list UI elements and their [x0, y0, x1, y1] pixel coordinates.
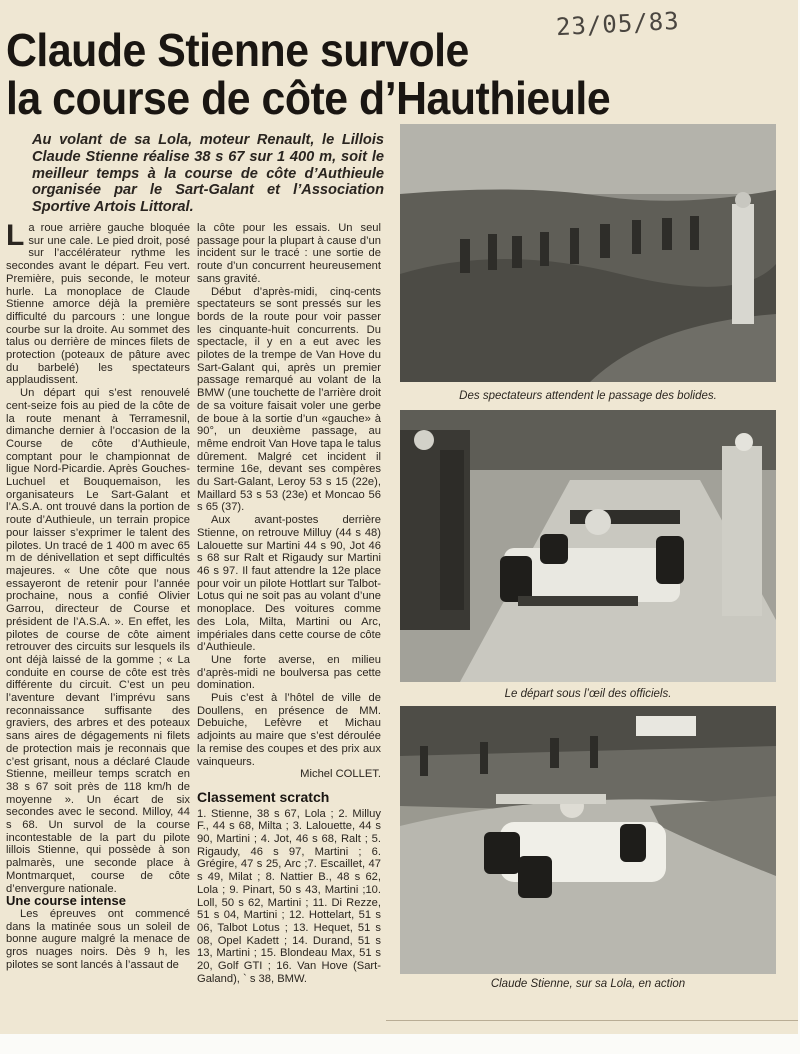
column1-paragraph: Les épreuves ont commencé dans la matinée sous un soleil de bonne augure malgré la menace de gros nuages noirs. Dès 9 h, les pilotes se sont lancés à l’assaut de — [6, 907, 190, 971]
author-signature: Michel COLLET. — [300, 768, 381, 781]
photo-in-action — [400, 706, 776, 974]
paragraph-text: a roue arrière gauche bloquée sur une cale. Le pied droit, posé sur l’accélérateur rythme les secondes avant le départ. Feu vert. Première, puis seconde, le moteur hurle. La monoplace de Claude Stienne amorce déjà la première difficulté du parcours : une longue courbe sur la droite. Au sommet des talus ou derrière de minces filets de protection (poteaux de pâture avec du barbelé) les spectateurs applaudissent. — [6, 222, 190, 387]
column1-paragraph: Un départ qui s’est renouvelé cent-seize fois au pied de la côte de la route menant à Terramesnil, dimanche dernier à l’occasion de la Course de côte d’Authieule, comptant pour le championnat de ligue Nord-Picardie. Après Gouches-Luchuel et Bouquemaison, les organisateurs Le Sart-Galant et l’A.S.A. ont trouvé dans la portion de route d’Authieule, un terrain propice pour laisser s’exprimer le talent des pilotes. Un tracé de 1 400 m avec 65 m de dénivellation et sept difficultés majeures. « Une côte que nous essayeront de retenir pour l’année prochaine, nous a confié Olivier Garrou, directeur de Course et président de l’A.S.A. ». En effet, les pilotes de course de côte aiment retrouver des circuits sur lesquels ils ont déjà laissé de la gomme ; « La conduite en course de côte est très différente du circuit. C’est un peu l’aventure devant l’imprévu sans reconnaissance suffisante des graviers, des arbres et des poteaux sans aires de dégagements ni filets de protection mais je reconnais que c’est grisant, nous a déclaré Claude Stienne, meilleur temps scratch en 38 s 67 soit près de 118 km/h de moyenne ». Un écart de six secondes avec le second. Milloy, 44 s 68. Un survol de la course incontestable de la part du pilote lillois Stienne, qui possède à son palmarès, une seconde place à Montmarquet, course de côte d’envergure nationale. — [6, 387, 190, 895]
column2-paragraph: Début d’après-midi, cinq-cents spectateurs se sont pressés sur les bords de la route pour voir passer les cinquante-huit concurrents. Du spectacle, il y en a eut avec les pilotes de la trempe de Van Hove du Sart-Galant qui, après un premier passage remarqué au volant de la BMW (une touchette de l’arrière droit de sa voiture faisait voler une gerbe de boue à la sortie d’un «gauche» à 90°, un deuxième passage, au même endroit Van Hove tapa le talus dûrement. Malgré cet incident il termine 16e, devant ses compères du Sart-Galant, Leroy 53 s 15 (22e), Maillard 53 s 53 (23e) et Moncao 56 s 65 (37). — [197, 285, 381, 514]
clipping-edge — [386, 1020, 798, 1021]
column2-paragraph: Puis c’est à l’hôtel de ville de Doullens, en présence de MM. Debuiche, Lefèvre et Michau adjoints au maire que s’est déroulée la remise des coupes et des prix aux vainqueurs. — [197, 692, 381, 768]
results-title: Classement scratch — [197, 788, 330, 805]
article-headline — [6, 26, 657, 122]
results-list: 1. Stienne, 38 s 67, Lola ; 2. Milluy F., 44 s 68, Milta ; 3. Lalouette, 44 s 90, Martini ; 4. Jot, 46 s 68, Ralt ; 5. Rigaudy, 46 s 97, Martini ; 6. Grégire, 47 s 25, Arc ;7. Escaillet, 47 s 49, Milat ; 8. Nattier B., 48 s 62, Lola ; 9. Pinart, 50 s 43, Martini ;10. Loll, 50 s 62, Martini ; 11. Di Rezze, 51 s 04, Martini ; 12. Hottelart, 51 s 06, Talbot Lotus ; 13. Hequet, 51 s 08, Opel Kadett ; 14. Durand, 51 s 13, Martini ; 15. Blondeau Max, 51 s 20, Golf GTI ; 16. Van Hove (Sart-Galand), ` s 38, BMW. — [197, 807, 381, 985]
column1-first-paragraph — [6, 219, 190, 387]
article-lead: Au volant de sa Lola, moteur Renault, le Lillois Claude Stienne réalise 38 s 67 sur 1 400 m, soit le meilleur temps à la course de côte d’Authieule organisée par le Sart-Galant et l’Association Sportive Artois Littoral. — [32, 132, 384, 216]
section-subhead: Une course intense — [6, 893, 126, 909]
article-column-2 — [197, 222, 381, 985]
handwritten-date: 23/05/83 — [555, 6, 681, 42]
column2-paragraph: la côte pour les essais. Un seul passage pour la plupart à cause d’un incident sur le tracé : une sortie de route d’un concurrent heureusement sans gravité. — [197, 222, 381, 285]
article-column-1 — [6, 219, 190, 971]
photo-caption: Claude Stienne, sur sa Lola, en action — [490, 978, 686, 990]
photo-caption: Des spectateurs attendent le passage des bolides. — [459, 390, 717, 402]
column2-paragraph: Aux avant-postes derrière Stienne, on retrouve Milluy (44 s 48) Lalouette sur Martini 44 s 90, Jot 46 s 68 sur Ralt et Rigaudy sur Martini 46 s 97. Il faut attendre la 12e place pour voir un pilote Hottlart sur Talbot-Lotus qui ne soit pas au volant d’une monoplace. Des voitures comme des Lola, Milta, Martini ou Arc, impériales dans cette course de côte d’Authieule. — [197, 514, 381, 654]
drop-cap: L — [6, 219, 25, 252]
headline-line-1: Claude Stienne survole — [6, 24, 469, 76]
photo-caption: Le départ sous l’œil des officiels. — [504, 688, 672, 700]
headline-line-2: la course de côte d’Hauthieule — [6, 72, 611, 124]
photo-start — [400, 410, 776, 682]
photo-spectators — [400, 124, 776, 382]
column2-paragraph: Une forte averse, en milieu d’après-midi ne boulversa pas cette domination. — [197, 653, 381, 692]
